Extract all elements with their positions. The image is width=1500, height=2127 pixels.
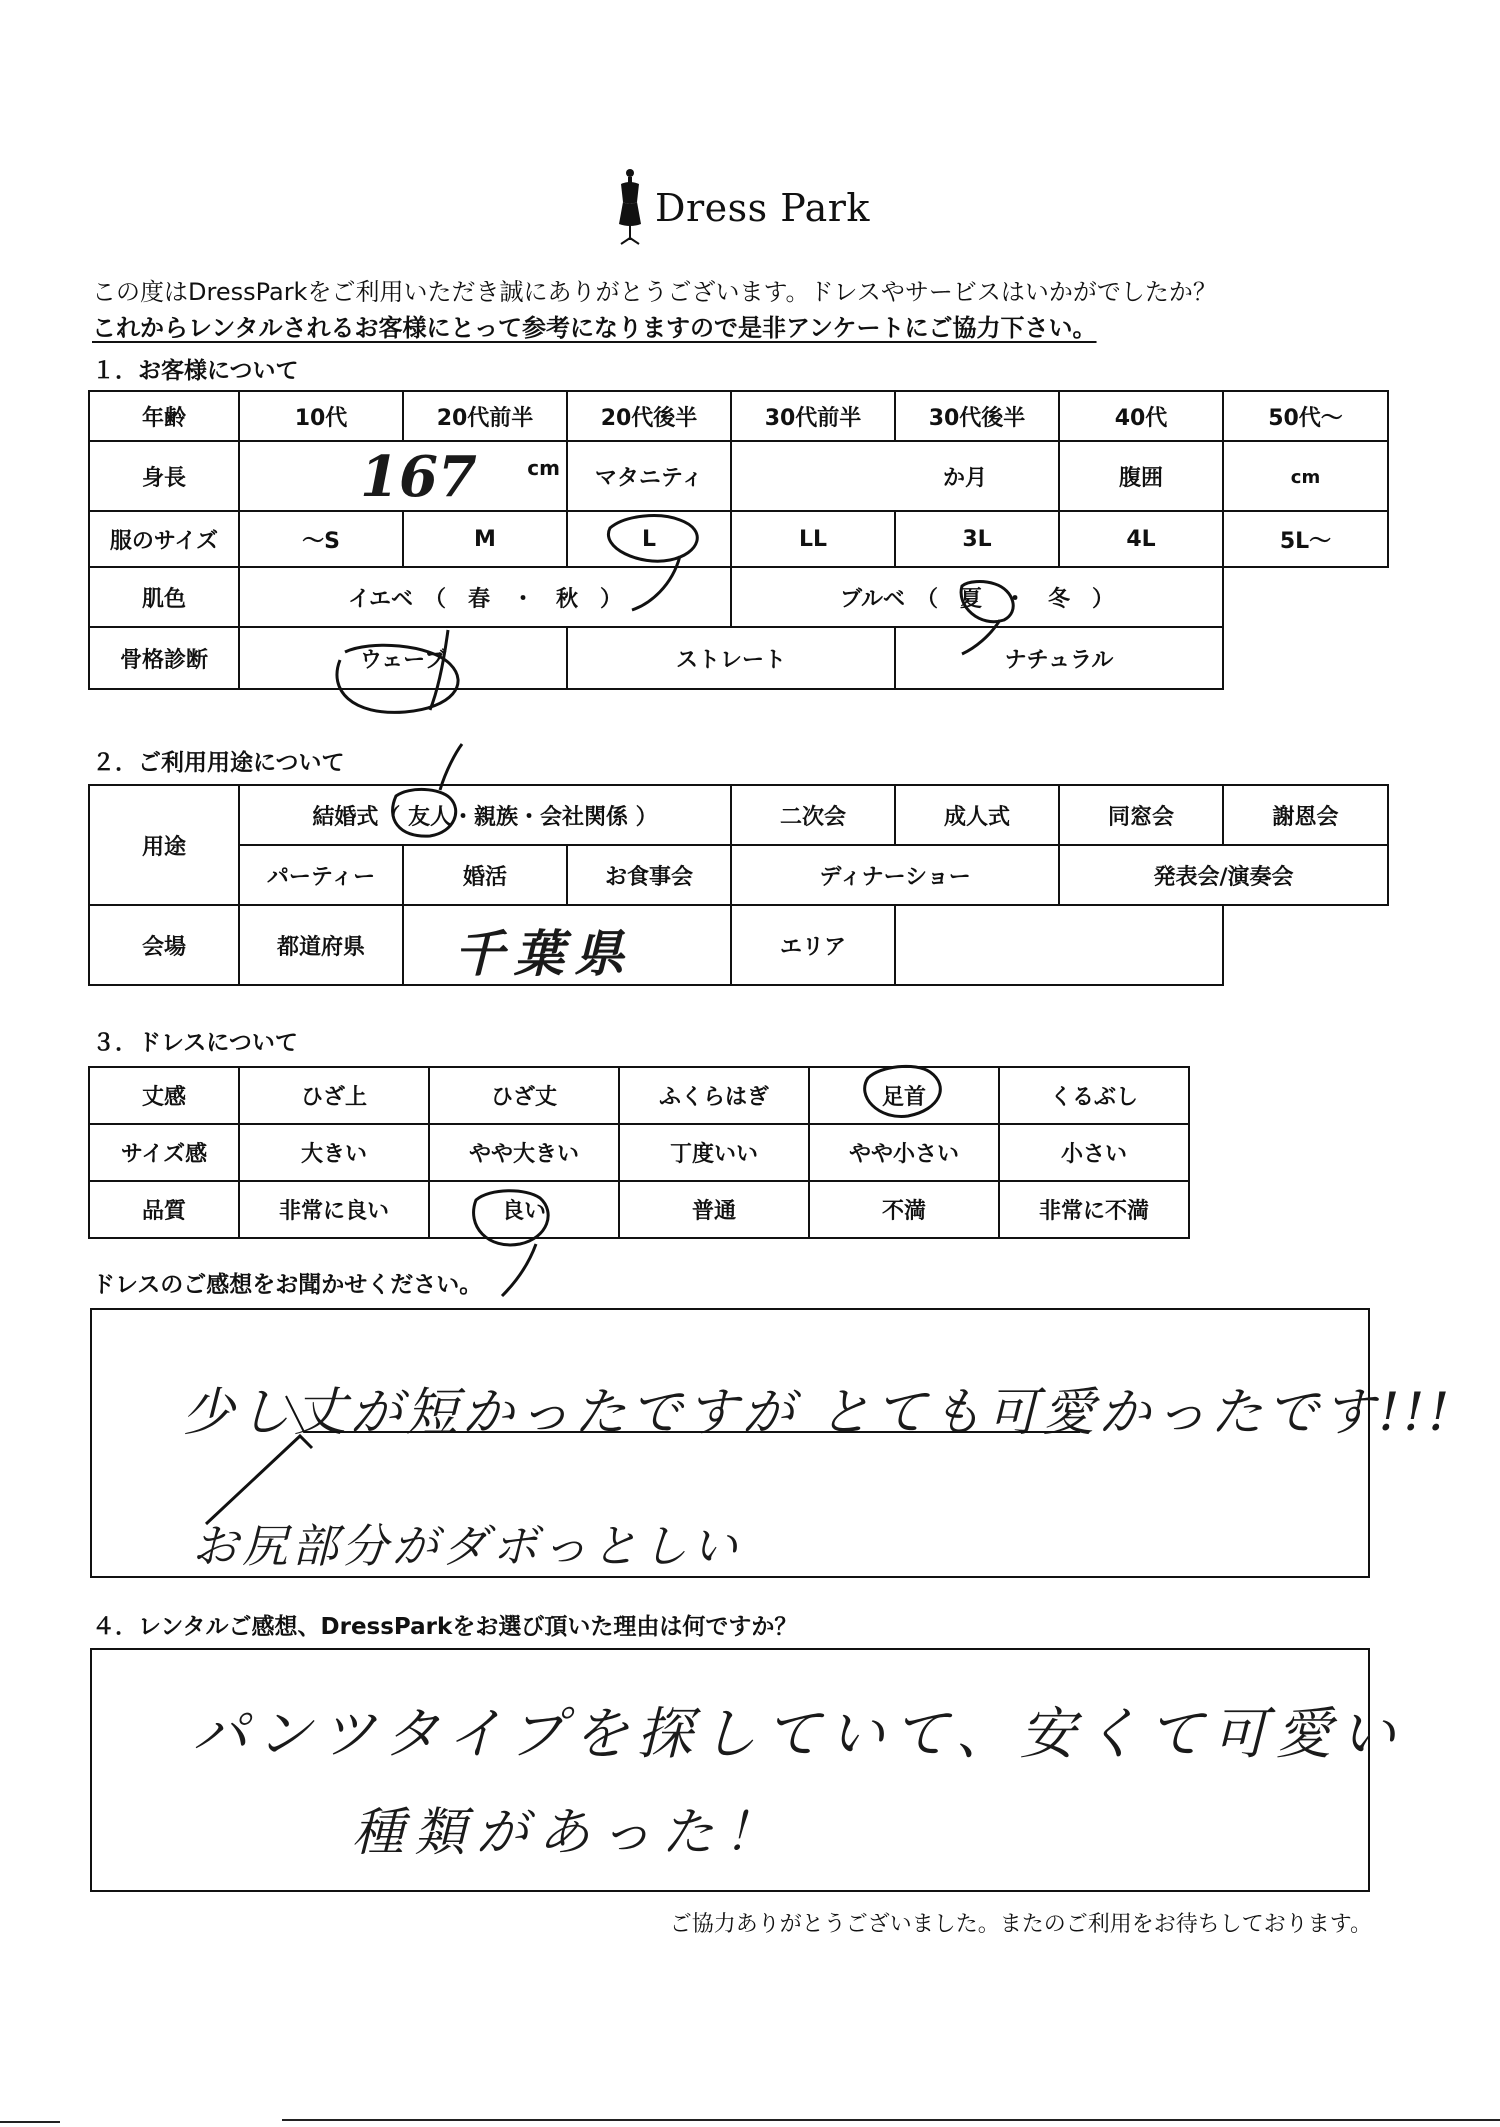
length-option[interactable]: くるぶし (999, 1067, 1189, 1124)
impression-box[interactable] (90, 1308, 1454, 1578)
fit-label: サイズ感 (89, 1124, 239, 1181)
waist-unit: cm (1290, 466, 1321, 488)
quality-option[interactable]: 良い (429, 1181, 619, 1238)
section-2-title: ２．ご利用用途について (92, 750, 345, 776)
size-option[interactable]: ～S (239, 511, 403, 567)
size-label: 服のサイズ (89, 511, 239, 567)
intro-line-2: これからレンタルされるお客様にとって参考になりますので是非アンケートにご協力下さい。 (92, 314, 1097, 342)
fit-option[interactable]: やや大きい (429, 1124, 619, 1181)
age-option[interactable]: 20代前半 (403, 391, 567, 441)
purpose-option[interactable]: 謝恩会 (1223, 785, 1388, 845)
venue-label: 会場 (89, 905, 239, 985)
frame-option[interactable]: ストレート (567, 627, 895, 689)
fit-option[interactable]: 小さい (999, 1124, 1189, 1181)
purpose-option[interactable]: 婚活 (403, 845, 567, 905)
quality-option[interactable]: 非常に良い (239, 1181, 429, 1238)
quality-option[interactable]: 不満 (809, 1181, 999, 1238)
age-option[interactable]: 40代 (1059, 391, 1223, 441)
age-option[interactable]: 30代後半 (895, 391, 1059, 441)
purpose-option[interactable]: 同窓会 (1059, 785, 1223, 845)
purpose-label: 用途 (89, 785, 239, 905)
length-option[interactable]: ひざ上 (239, 1067, 429, 1124)
area-field[interactable] (895, 905, 1223, 985)
size-option[interactable]: M (403, 511, 567, 567)
impression-line-1: 少し丈が短かったですが とても可愛かったです!!! (182, 1383, 1454, 1443)
size-option[interactable]: 4L (1059, 511, 1223, 567)
length-option[interactable]: ふくらはぎ (619, 1067, 809, 1124)
purpose-option[interactable]: お食事会 (567, 845, 731, 905)
purpose-option-wedding[interactable]: 結婚式（ 友人・親族・会社関係 ） (239, 785, 731, 845)
prefecture-value: 千葉県 (454, 924, 634, 983)
fit-option[interactable]: 丁度いい (619, 1124, 809, 1181)
purpose-option[interactable]: パーティー (239, 845, 403, 905)
reason-box[interactable] (90, 1648, 1404, 1892)
brand-logo (615, 168, 870, 248)
skin-label: 肌色 (89, 567, 239, 627)
area-label: エリア (731, 905, 895, 985)
quality-option[interactable]: 非常に不満 (999, 1181, 1189, 1238)
frame-option[interactable]: ウェーブ (239, 627, 567, 689)
purpose-option[interactable]: 発表会/演奏会 (1059, 845, 1388, 905)
dress-form-icon (615, 168, 645, 248)
length-option[interactable]: 足首 (809, 1067, 999, 1124)
prefecture-field[interactable] (403, 905, 731, 985)
maternity-months-field[interactable] (731, 441, 1059, 511)
size-option[interactable]: LL (731, 511, 895, 567)
section-3-title: ３．ドレスについて (92, 1030, 298, 1056)
waist-field[interactable] (1223, 441, 1388, 511)
size-option[interactable]: 3L (895, 511, 1059, 567)
frame-label: 骨格診断 (89, 627, 239, 689)
prefecture-label: 都道府県 (239, 905, 403, 985)
skin-option-blue[interactable]: ブルベ （ 夏 ・ 冬 ） (731, 567, 1223, 627)
reason-line-1: パンツタイプを探していて、安くて可愛い (192, 1702, 1404, 1767)
height-label: 身長 (89, 441, 239, 511)
size-option[interactable]: 5L～ (1223, 511, 1388, 567)
height-value: 167 (360, 444, 477, 510)
height-field[interactable] (239, 441, 567, 511)
frame-option[interactable]: ナチュラル (895, 627, 1223, 689)
length-label: 丈感 (89, 1067, 239, 1124)
length-option[interactable]: ひざ丈 (429, 1067, 619, 1124)
waist-label: 腹囲 (1059, 441, 1223, 511)
age-label: 年齢 (89, 391, 239, 441)
impression-prompt: ドレスのご感想をお聞かせください。 (92, 1272, 483, 1298)
purpose-option[interactable]: 二次会 (731, 785, 895, 845)
intro-line-1: この度はDressParkをご利用いただき誠にありがとうございます。ドレスやサービスはいかがでしたか？ (92, 278, 1217, 306)
purpose-option[interactable]: 成人式 (895, 785, 1059, 845)
height-unit: cm (527, 456, 560, 480)
section-1-title: １．お客様について (92, 358, 299, 384)
footer-thanks: ご協力ありがとうございました。またのご利用をお待ちしております。 (669, 1912, 1372, 1937)
impression-line-2: お尻部分がダボっとしい (192, 1519, 742, 1573)
brand-name: Dress Park (655, 186, 870, 230)
quality-option[interactable]: 普通 (619, 1181, 809, 1238)
purpose-option[interactable]: ディナーショー (731, 845, 1059, 905)
skin-option-yellow[interactable]: イエベ （ 春 ・ 秋 ） (239, 567, 731, 627)
months-unit: か月 (942, 465, 987, 491)
age-option[interactable]: 10代 (239, 391, 403, 441)
maternity-label: マタニティ (567, 441, 731, 511)
section-4-title: ４．レンタルご感想、DressParkをお選び頂いた理由は何ですか？ (92, 1614, 798, 1640)
fit-option[interactable]: やや小さい (809, 1124, 999, 1181)
dress-table (88, 1066, 1190, 1239)
reason-line-2: 種類があった！ (352, 1803, 786, 1863)
size-option[interactable]: L (567, 511, 731, 567)
customer-table (88, 390, 1389, 690)
fit-option[interactable]: 大きい (239, 1124, 429, 1181)
quality-label: 品質 (89, 1181, 239, 1238)
age-option[interactable]: 50代～ (1223, 391, 1388, 441)
age-option[interactable]: 30代前半 (731, 391, 895, 441)
age-option[interactable]: 20代後半 (567, 391, 731, 441)
purpose-table (88, 784, 1389, 986)
